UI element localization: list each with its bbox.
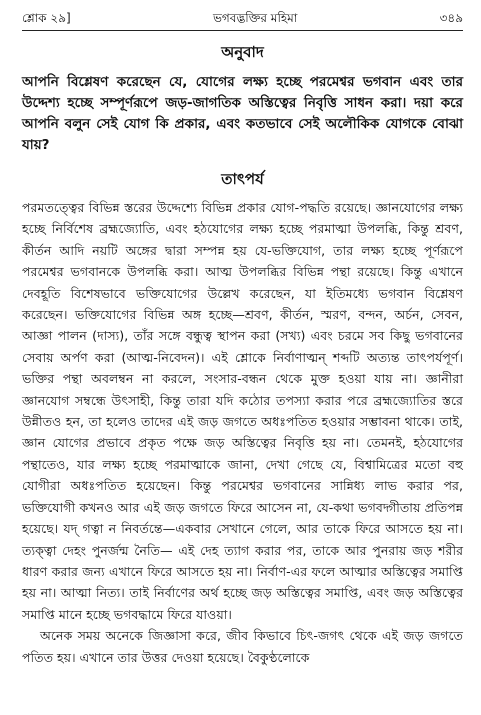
purport-paragraph-2: অনেক সময় অনেকে জিজ্ঞাসা করে, জীব কিভাবে চিৎ-জগৎ থেকে এই জড় জগতে পতিত হয়। এখানে তার উত্তর দেওয়া হয়েছে। বৈকুণ্ঠলোকে (22, 628, 463, 665)
header-verse-ref: শ্লোক ২৯] (22, 11, 71, 25)
header-page-number: ৩৪৯ (439, 11, 463, 25)
header-rule (22, 30, 463, 31)
purport-paragraph-1: পরমতত্ত্বের বিভিন্ন স্তরের উদ্দেশ্যে বিভিন্ন প্রকার যোগ-পদ্ধতি রয়েছে। জ্ঞানযোগের লক্ষ্য হচ্ছে নির্বিশেষ ব্রহ্মজ্যোতি, এবং হঠযোগের লক্ষ্য হচ্ছে পরমাত্মা উপলব্ধি, কিন্তু শ্রবণ, কীর্তন আদি নয়টি অঙ্গের দ্বারা সম্পন্ন হয় যে-ভক্তিযোগ, তার লক্ষ্য হচ্ছে পূর্ণরূপে পরমেশ্বর ভগবানকে উপলব্ধি করা। আত্ম উপলব্ধির বিভিন্ন পন্থা রয়েছে। কিন্তু এখানে দেবহূতি বিশেষভাবে ভক্তিযোগের উল্লেখ করেছেন, যা ইতিমধ্যে ভগবান বিশ্লেষণ করেছেন। ভক্তিযোগের বিভিন্ন অঙ্গ হচ্ছে—শ্রবণ, কীর্তন, স্মরণ, বন্দন, অর্চন, সেবন, আজ্ঞা পালন (দাস্য), তাঁর সঙ্গে বন্ধুত্ব স্থাপন করা (সখ্য) এবং চরমে সব কিছু ভগবানের সেবায় অর্পণ করা (আত্ম-নিবেদন)। এই শ্লোকে নির্বাণাত্মন্ শব্দটি অত্যন্ত তাৎপর্যপূর্ণ। ভক্তির পন্থা অবলম্বন না করলে, সংসার-বন্ধন থেকে মুক্ত হওয়া যায় না। জ্ঞানীরা জ্ঞানযোগ সম্বন্ধে উৎসাহী, কিন্তু তারা যদি কঠোর তপস্যা করার পরে ব্রহ্মজ্যোতির স্তরে উন্নীতও হন, তা হলেও তাদের এই জড় জগতে অধঃপতিত হওয়ার সম্ভাবনা থাকে। তাই, জ্ঞান যোগের প্রভাবে প্রকৃত পক্ষে জড় অস্তিত্বের নিবৃত্তি হয় না। তেমনই, হঠযোগের পন্থাতেও, যার লক্ষ্য হচ্ছে পরমাত্মাকে জানা, দেখা গেছে যে, বিশ্বামিত্রের মতো বহু যোগীরা অধঃপতিত হয়েছেন। কিন্তু পরমেশ্বর ভগবানের সান্নিধ্য লাভ করার পর, ভক্তিযোগী কখনও আর এই জড় জগতে ফিরে আসেন না, যে-কথা ভগবদ্গীতায় প্রতিপন্ন হয়েছে। যদ্ গত্বা ন নিবর্তন্তে—একবার সেখানে গেলে, আর তাকে ফিরে আসতে হয় না। ত্যক্ত্বা দেহং পুনর্জন্ম নৈতি— এই দেহ ত্যাগ করার পর, তাকে আর পুনরায় জড় শরীর ধারণ করার জন্য এখানে ফিরে আসতে হয় না। নির্বাণ-এর ফলে আত্মার অস্তিত্বের সমাপ্তি হয় না। আত্মা নিত্য। তাই নির্বাণের অর্থ হচ্ছে জড় অস্তিত্বের সমাপ্তি, এবং জড় অস্তিত্বের সমাপ্তি মানে হচ্ছে ভগবদ্ধামে ফিরে যাওয়া। (22, 200, 463, 622)
running-header (22, 10, 463, 28)
translation-text: আপনি বিশ্লেষণ করেছেন যে, যোগের লক্ষ্য হচ্ছে পরমেশ্বর ভগবান এবং তার উদ্দেশ্য হচ্ছে সম্পূর্ণরূপে জড়-জাগতিক অস্তিত্বের নিবৃত্তি সাধন করা। দয়া করে আপনি বলুন সেই যোগ কি প্রকার, এবং কতভাবে সেই অলৌকিক যোগকে বোঝা যায়? (22, 74, 463, 153)
purport-body (22, 197, 463, 668)
header-chapter-title: ভগবদ্ভক্তির মহিমা (212, 11, 298, 25)
translation-heading: অনুবাদ (221, 43, 264, 61)
purport-heading: তাৎপর্য (221, 170, 264, 188)
